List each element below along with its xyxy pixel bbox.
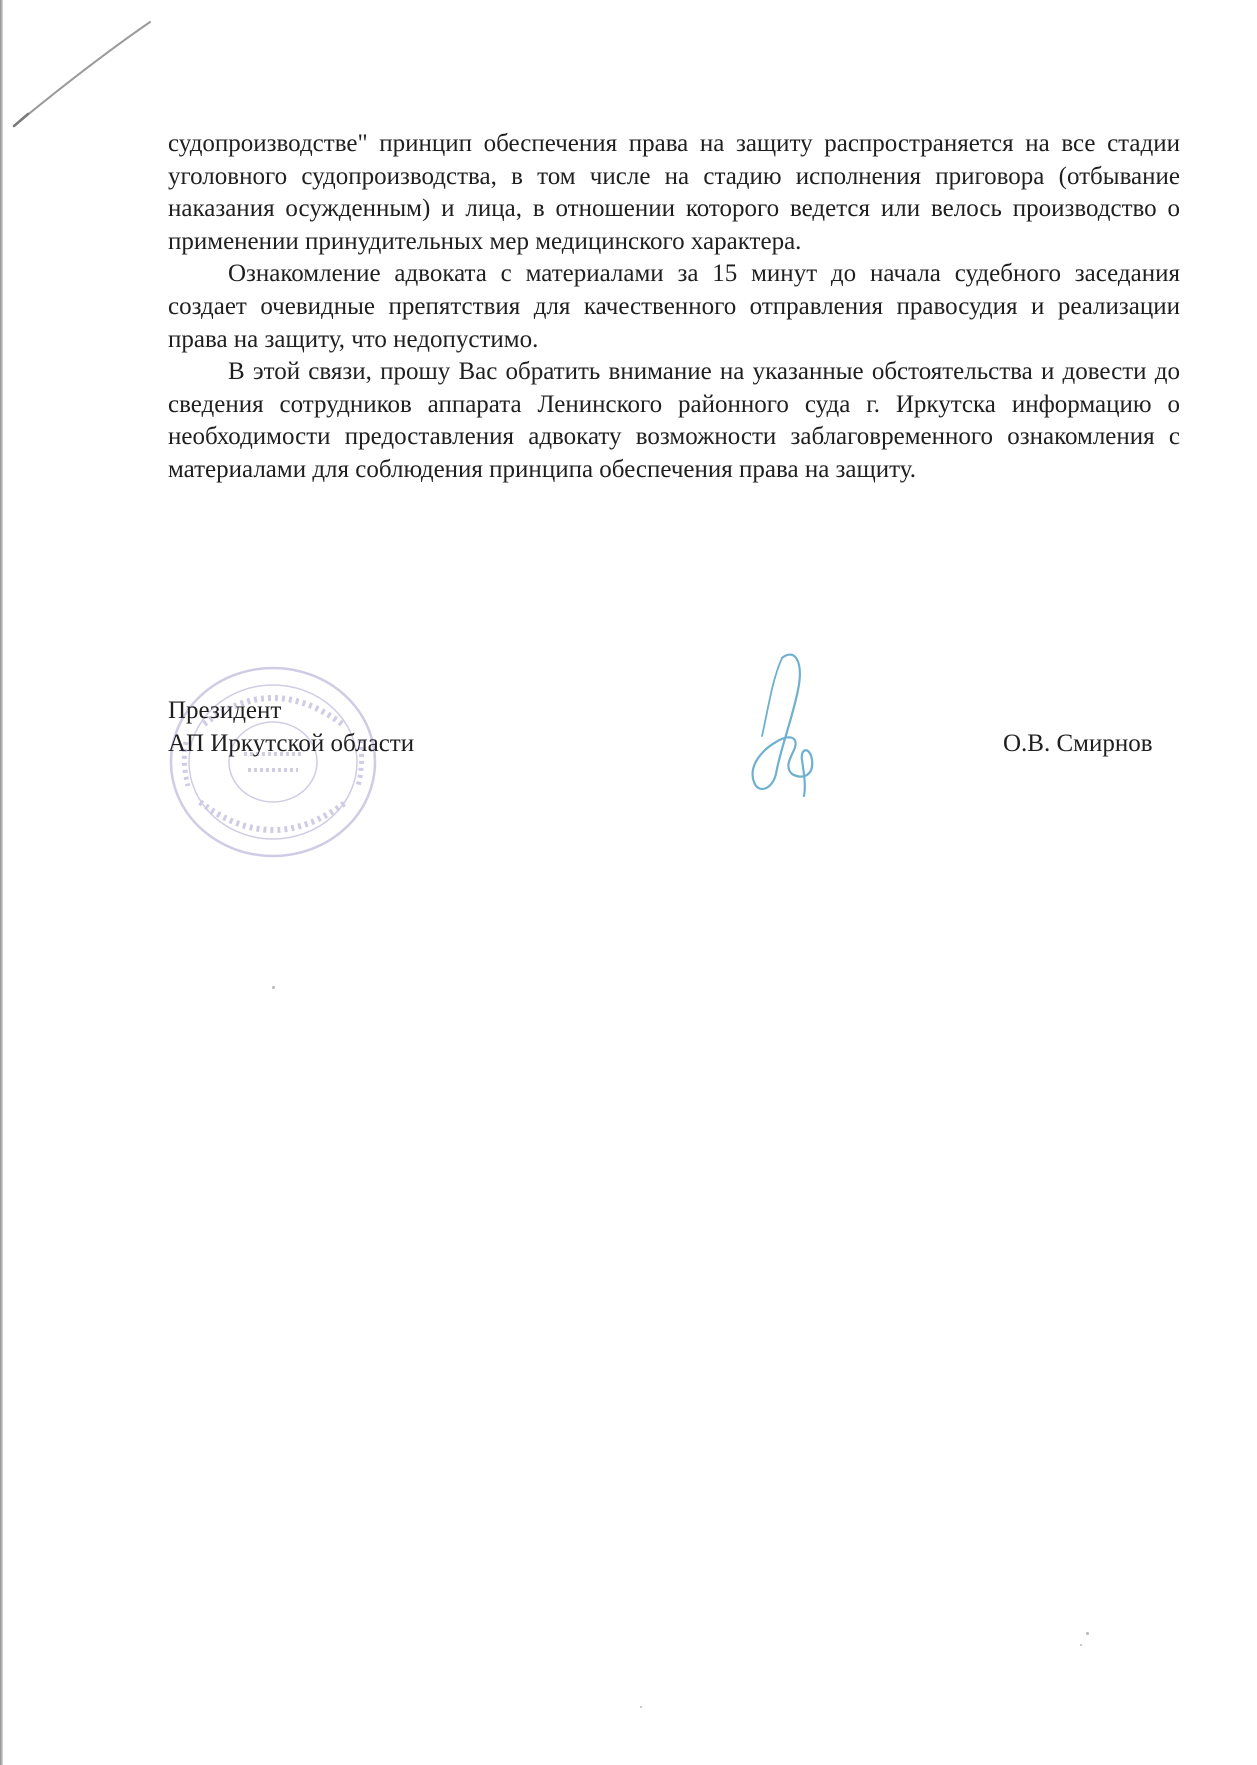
paragraph-3: В этой связи, прошу Вас обратить внимание на указанные обстоятельства и довести до сведения сотрудников аппарата Ленинского районного суда г. Иркутска информацию о необходимости предоставления адвокату возможности заблаговременного ознакомления с материалами для соблюдения принципа обеспечения права на защиту. (168, 358, 1180, 483)
organization-name: АП Иркутской области (168, 730, 415, 757)
position-title: Президент (168, 697, 282, 724)
paragraph-2: Ознакомление адвоката с материалами за 15 минут до начала судебного заседания создает очевидные препятствия для качественного отправления правосудия и реализации права на защиту, что недопустимо. (168, 260, 1180, 353)
signatory-name: О.В. Смирнов (1003, 730, 1153, 757)
scan-speck (1080, 1644, 1082, 1646)
letter-body (168, 128, 1180, 487)
pencil-mark-icon (8, 18, 158, 138)
signatory-position (168, 694, 414, 760)
scan-speck (640, 1706, 642, 1708)
seal-stamp-icon (164, 662, 382, 862)
handwritten-signature-icon (742, 650, 838, 798)
scan-speck (272, 986, 275, 989)
paragraph-1: судопроизводстве" принцип обеспечения права на защиту распространяется на все стадии уголовного судопроизводства, в том числе на стадию исполнения приговора (отбывание наказания осужденным) и лица, в отношении которого ведется или велось производство о применении принудительных мер медицинского характера. (168, 130, 1180, 255)
scan-speck (1086, 1632, 1089, 1635)
scan-edge (0, 0, 3, 1765)
